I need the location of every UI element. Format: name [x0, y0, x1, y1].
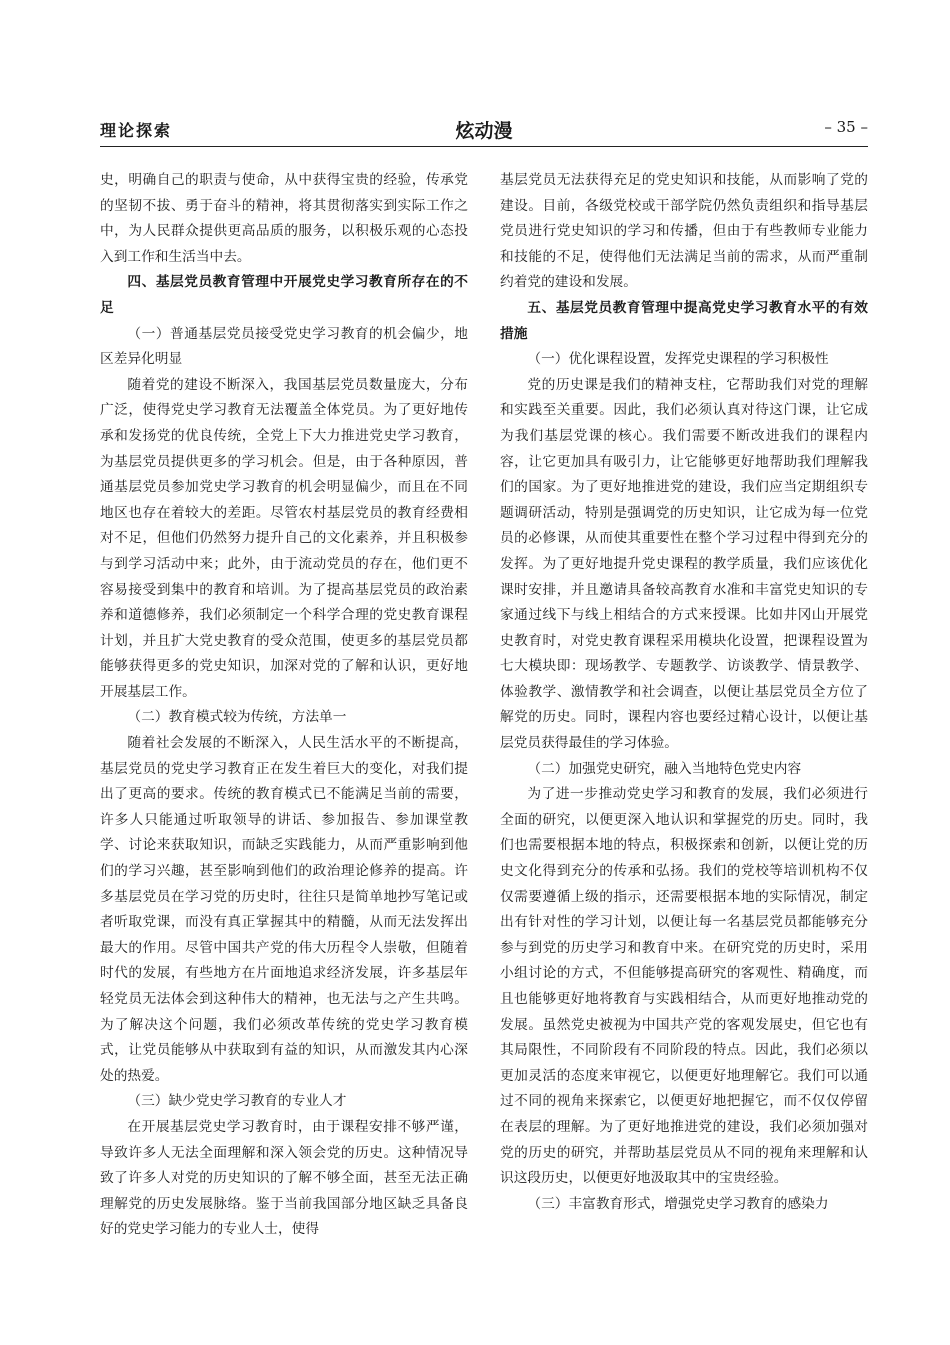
subsection-heading: （一）普通基层党员接受党史学习教育的机会偏少，地区差异化明显	[100, 325, 468, 368]
paragraph-continued: 史，明确自己的职责与使命，从中获得宝贵的经验，传承党的坚韧不拔、勇于奋斗的精神，将其贯彻落实到实际工作之中，为人民群众提供更高品质的服务，以积极乐观的心态投入到工作和生活当中去。	[100, 172, 468, 265]
paragraph: 党的历史课是我们的精神支柱，它帮助我们对党的理解和实践至关重要。因此，我们必须认真对待这门课，让它成为我们基层党课的核心。我们需要不断改进我们的课程内容，让它更加具有吸引力，让它能够更好地帮助我们理解我们的国家。为了更好地推进党的建设，我们应当定期组织专题调研活动，特别是强调党的历史知识，让它成为每一位党员的必修课，从而使其重要性在整个学习过程中得到充分的发挥。为了更好地提升党史课程的教学质量，我们应该优化课时安排，并且邀请具备较高教育水准和丰富党史知识的专家通过线下与线上相结合的方式来授课。比如井冈山开展党史教育时，对党史教育课程采用模块化设置，把课程设置为七大模块即：现场教学、专题教学、访谈教学、情景教学、体验教学、激情教学和社会调查，以便让基层党员全方位了解党的历史。同时，课程内容也要经过精心设计，以便让基层党员获得最佳的学习体验。	[500, 376, 868, 752]
journal-title: 炫动漫	[455, 120, 513, 142]
paragraph-continued: 基层党员无法获得充足的党史知识和技能，从而影响了党的建设。目前，各级党校或干部学院仍然负责组织和指导基层党员进行党史知识的学习和传播，但由于有些教师专业能力和技能的不足，使得他们无法满足当前的需求，从而严重制约着党的建设和发展。	[500, 172, 868, 291]
subsection-heading: （一）优化课程设置，发挥党史课程的学习积极性	[527, 351, 829, 368]
section-heading-5: 五、基层党员教育管理中提高党史学习教育水平的有效措施	[500, 299, 868, 342]
paragraph: 为了进一步推动党史学习和教育的发展，我们必须进行全面的研究，以便更深入地认识和掌握党的历史。同时，我们也需要根据本地的特点，积极探索和创新，以便让党的历史文化得到充分的传承和弘扬。我们的党校等培训机构不仅仅需要遵循上级的指示，还需要根据本地的实际情况，制定出有针对性的学习计划，以便让每一名基层党员都能够充分参与到党的历史学习和教育中来。在研究党的历史时，采用小组讨论的方式，不但能够提高研究的客观性、精确度，而且也能够更好地将教育与实践相结合，从而更好地推动党的发展。虽然党史被视为中国共产党的客观发展史，但它也有其局限性，不同阶段有不同阶段的特点。因此，我们必须以更加灵活的态度来审视它，以便更好地理解它。我们可以通过不同的视角来探索它，以便更好地把握它，而不仅仅停留在表层的理解。为了更好地推进党的建设，我们必须加强对党的历史的研究，并帮助基层党员从不同的视角来理解和认识这段历史，以便更好地汲取其中的宝贵经验。	[500, 786, 868, 1187]
paragraph: 随着社会发展的不断深入，人民生活水平的不断提高，基层党员的党史学习教育正在发生着巨大的变化，对我们提出了更高的要求。传统的教育模式已不能满足当前的需要，许多人只能通过听取领导的讲话、参加报告、参加课堂教学、讨论来获取知识，而缺乏实践能力，从而严重影响到他们的学习兴趣，甚至影响到他们的政治理论修养的提高。许多基层党员在学习党的历史时，往往只是简单地抄写笔记或者听取党课，而没有真正掌握其中的精髓，从而无法发挥出最大的作用。尽管中国共产党的伟大历程令人崇敬，但随着时代的发展，有些地方在片面地追求经济发展，许多基层年轻党员无法体会到这种伟大的精神，也无法与之产生共鸣。为了解决这个问题，我们必须改革传统的党史学习教育模式，让党员能够从中获取到有益的知识，从而激发其内心深处的热爱。	[100, 735, 468, 1084]
subsection-heading: （三）缺少党史学习教育的专业人才	[127, 1093, 347, 1110]
paragraph: 随着党的建设不断深入，我国基层党员数量庞大，分布广泛，使得党史学习教育无法覆盖全体党员。为了更好地传承和发扬党的优良传统，全党上下大力推进党史学习教育，为基层党员提供更多的学习机会。但是，由于各种原因，普通基层党员参加党史学习教育的机会明显偏少，而且在不同地区也存在着较大的差距。尽管农村基层党员的教育经费相对不足，但他们仍然努力提升自己的文化素养，并且积极参与到学习活动中来；此外，由于流动党员的存在，他们更不容易接受到集中的教育和培训。为了提高基层党员的政治素养和道德修养，我们必须制定一个科学合理的党史教育课程计划，并且扩大党史教育的受众范围，使更多的基层党员都能够获得更多的党史知识，加深对党的了解和认识，更好地开展基层工作。	[100, 376, 468, 700]
subsection-heading: （三）丰富教育形式，增强党史学习教育的感染力	[527, 1195, 829, 1212]
section-label: 理论探索	[100, 121, 173, 140]
page-header	[100, 116, 868, 147]
right-column	[500, 168, 868, 1217]
section-heading-4: 四、基层党员教育管理中开展党史学习教育所存在的不足	[100, 274, 468, 316]
subsection-heading: （二）加强党史研究，融入当地特色党史内容	[527, 760, 802, 777]
left-column	[100, 168, 468, 1243]
paragraph: 在开展基层党史学习教育时，由于课程安排不够严谨，导致许多人无法全面理解和深入领会党的历史。这种情况导致了许多人对党的历史知识的了解不够全面，甚至无法正确理解党的历史发展脉络。鉴于当前我国部分地区缺乏具备良好的党史学习能力的专业人士，使得	[100, 1118, 468, 1238]
page-number: – 35 –	[824, 118, 868, 136]
subsection-heading: （二）教育模式较为传统，方法单一	[127, 709, 347, 726]
